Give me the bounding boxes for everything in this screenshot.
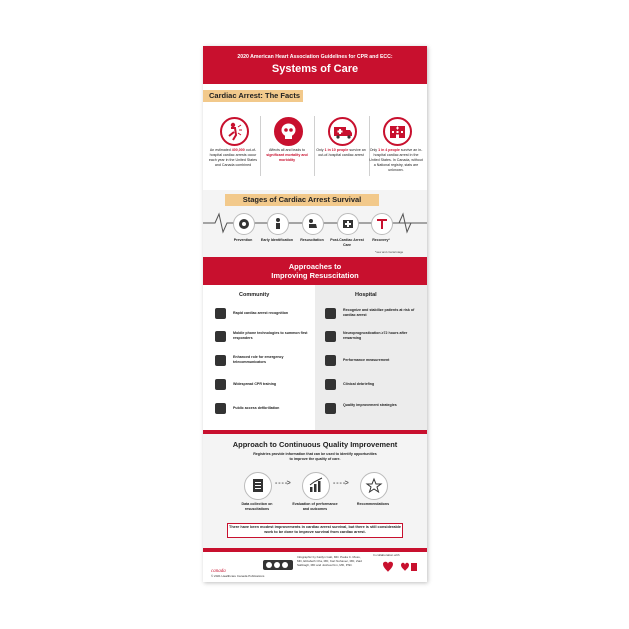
footer-top-bar <box>203 548 427 552</box>
data-collection-icon <box>244 472 272 500</box>
community-item-1: Rapid cardiac arrest recognition <box>233 311 289 315</box>
footer-copyright: © 2021 Healthcare Canada Publications <box>211 574 265 578</box>
community-item-3: Enhanced role for emergency telecommunicators <box>233 355 284 364</box>
svg-text:canada: canada <box>211 569 226 574</box>
ambulance-icon <box>328 117 357 146</box>
cqi-arrow-2: - - - -> <box>333 480 349 487</box>
fact-text-4: Only 1 in 4 people survive an in-hospital cardiac arrest in the United States. In Canada, without a National registry, stats are unknown. <box>369 148 423 172</box>
hospital-icon <box>383 117 412 146</box>
cpr-training-icon <box>215 379 226 390</box>
footer-partner: In collaboration with <box>373 553 400 557</box>
community-item-5: Public access defibrillation <box>233 406 280 410</box>
stage-label-post-cardiac: Post-Cardiac Arrest Care <box>330 238 364 247</box>
cqi-step-label-2: Evaluation of performance and outcomes <box>292 502 338 511</box>
cqi-step-label-3: Recommendations <box>356 502 390 506</box>
stages-section <box>203 190 427 260</box>
stage-label-recovery: Recovery* <box>372 238 390 242</box>
team-icon <box>325 379 336 390</box>
person-collapse-icon <box>220 117 249 146</box>
aha-logo-icon <box>379 560 419 574</box>
skull-icon <box>274 117 303 146</box>
community-heading: Community <box>239 292 270 298</box>
stage-label-resuscitation: Resuscitation <box>300 238 324 242</box>
monitor-icon <box>325 308 336 319</box>
header-banner <box>203 46 427 84</box>
hospital-item-2: Neuroprognostication ≥72 hours after rewarming <box>343 331 408 340</box>
approaches-title-line1: Approaches to <box>288 262 342 271</box>
cqi-arrow-1: - - - -> <box>275 480 291 487</box>
approaches-title-line2: Improving Resuscitation <box>271 271 359 280</box>
header-title: Systems of Care <box>271 63 359 75</box>
cqi-step-label-1: Data collection on resuscitations <box>241 502 273 511</box>
prognostication-icon <box>325 331 336 342</box>
infographic-poster <box>203 46 427 582</box>
post-cardiac-arrest-care-icon <box>337 213 359 235</box>
stages-banner: Stages of Cardiac Arrest Survival <box>225 194 379 206</box>
evaluation-chart-icon <box>302 472 330 500</box>
hospital-item-5: Quality improvement strategies <box>343 403 397 407</box>
canada-logo-icon <box>211 561 235 574</box>
heart-icon <box>215 308 226 319</box>
approaches-body <box>203 285 427 430</box>
mobile-phone-icon <box>215 331 226 342</box>
fact-text-2: Affects all and leads to significant mortality and morbidity <box>266 148 308 162</box>
cqi-title: Approach to Continuous Quality Improvement <box>232 440 398 449</box>
stage-label-prevention: Prevention <box>233 238 253 242</box>
clipboard-icon <box>325 355 336 366</box>
hospital-item-3: Performance measurement <box>343 358 390 362</box>
recommendations-star-icon <box>360 472 388 500</box>
footer-credit: Infographic by Kaitlyn Gatt, MD. Paula C. Moss, MD, Elizabeth Cha, MD, Kari Nohavec, MD, Zaid Sabbagh, MD and Joshua Kim, MD, PhD. <box>297 555 362 567</box>
hospital-heading: Hospital <box>355 292 377 298</box>
facts-banner: Cardiac Arrest: The Facts <box>203 90 303 102</box>
prevention-icon <box>233 213 255 235</box>
early-identification-icon <box>267 213 289 235</box>
defibrillator-icon <box>215 403 226 414</box>
community-item-2: Mobile phone technologies to summon first responders <box>233 331 308 340</box>
cqi-section <box>203 430 427 548</box>
hospital-item-4: Clinical debriefing <box>343 382 375 386</box>
cqi-top-bar <box>203 430 427 434</box>
telecommunicator-icon <box>215 355 226 366</box>
resuscitation-icon <box>302 213 324 235</box>
gears-icon <box>325 403 336 414</box>
stages-footnote: *new and crucial stage <box>375 250 404 254</box>
header-subtitle: 2020 American Heart Association Guidelines for CPR and ECC: <box>237 54 393 60</box>
hospital-item-1: Recognize and stabilize patients at risk of cardiac arrest <box>343 308 415 317</box>
footer <box>203 548 427 582</box>
fact-text-1: An estimated 400,000 out-of-hospital cardiac arrests occur each year in the United States and Canada combined <box>208 148 258 167</box>
creative-commons-icon <box>263 558 293 570</box>
stage-label-early-identification: Early Identification <box>260 238 294 242</box>
recovery-icon <box>371 213 393 235</box>
fact-text-3: Only 1 in 10 people survive an out-of-hospital cardiac arrest <box>316 148 366 157</box>
cqi-note: There have been modest improvements in cardiac arrest survival, but there is still considerable work to be done to improve survival from cardiac arrest. <box>227 523 403 538</box>
cqi-description: Registries provide information that can be used to identify opportunities to improve the quality of care. <box>253 452 377 461</box>
approaches-header <box>203 257 427 285</box>
community-item-4: Widespread CPR training <box>233 382 277 386</box>
